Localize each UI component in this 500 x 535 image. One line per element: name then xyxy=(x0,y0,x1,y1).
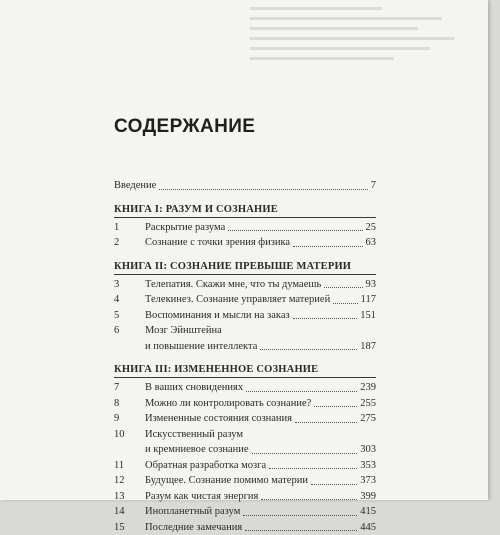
chapter-title: Разум как чистая энергия xyxy=(145,489,258,505)
toc-entry xyxy=(114,308,376,324)
leader-dots xyxy=(311,484,357,485)
toc-entry xyxy=(114,292,376,308)
leader-dots xyxy=(324,287,362,288)
leader-dots xyxy=(293,246,362,247)
chapter-number: 12 xyxy=(114,473,145,489)
chapter-title: Инопланетный разум xyxy=(145,504,240,520)
chapter-title: Последние замечания xyxy=(145,520,242,535)
chapter-page-number: 255 xyxy=(360,396,376,412)
chapter-title: Телепатия. Скажи мне, что ты думаешь xyxy=(145,277,321,293)
toc-entry-intro xyxy=(114,178,376,194)
page-title: СОДЕРЖАНИЕ xyxy=(114,116,255,138)
chapter-page-number: 151 xyxy=(360,308,376,324)
leader-dots xyxy=(333,303,357,304)
leader-dots xyxy=(261,499,357,500)
chapter-number: 2 xyxy=(114,235,145,251)
leader-dots xyxy=(246,391,357,392)
chapter-title: Обратная разработка мозга xyxy=(145,458,266,474)
chapter-title: В ваших сновидениях xyxy=(145,380,243,396)
toc-entry-first-line xyxy=(114,323,376,339)
toc-entry-first-line xyxy=(114,427,376,443)
chapter-title-line2: и повышение интеллекта xyxy=(145,339,257,355)
table-of-contents xyxy=(114,178,376,535)
chapter-number: 8 xyxy=(114,396,145,412)
chapter-page-number: 187 xyxy=(360,339,376,355)
chapter-page-number: 275 xyxy=(360,411,376,427)
leader-dots xyxy=(245,530,357,531)
chapter-number: 7 xyxy=(114,380,145,396)
leader-dots xyxy=(252,453,358,454)
chapter-page-number: 303 xyxy=(360,442,376,458)
leader-dots xyxy=(269,468,357,469)
chapter-page-number: 445 xyxy=(360,520,376,535)
toc-entry xyxy=(114,380,376,396)
leader-dots xyxy=(314,406,357,407)
chapter-title: Сознание с точки зрения физика xyxy=(145,235,290,251)
book-heading: КНИГА III: ИЗМЕНЕННОЕ СОЗНАНИЕ xyxy=(114,362,376,378)
toc-entry xyxy=(114,520,376,535)
chapter-number: 10 xyxy=(114,427,145,443)
show-through-text xyxy=(250,0,490,110)
chapter-title-line1: Искусственный разум xyxy=(145,427,243,443)
chapter-title: Измененные состояния сознания xyxy=(145,411,292,427)
chapter-page-number: 117 xyxy=(361,292,376,308)
chapter-title: Будущее. Сознание помимо материи xyxy=(145,473,308,489)
leader-dots xyxy=(243,515,357,516)
chapter-page-number: 239 xyxy=(360,380,376,396)
leader-dots xyxy=(295,422,357,423)
chapter-number: 3 xyxy=(114,277,145,293)
chapter-title: Можно ли контролировать сознание? xyxy=(145,396,311,412)
toc-entry xyxy=(114,442,376,458)
chapter-title: Раскрытие разума xyxy=(145,220,225,236)
chapter-number: 9 xyxy=(114,411,145,427)
leader-dots xyxy=(228,230,362,231)
toc-entry xyxy=(114,235,376,251)
chapter-page-number: 415 xyxy=(360,504,376,520)
book-heading: КНИГА II: СОЗНАНИЕ ПРЕВЫШЕ МАТЕРИИ xyxy=(114,259,376,275)
toc-entry xyxy=(114,473,376,489)
leader-dots xyxy=(293,318,358,319)
chapter-page-number: 93 xyxy=(366,277,377,293)
chapter-number: 4 xyxy=(114,292,145,308)
chapter-number: 14 xyxy=(114,504,145,520)
chapter-number: 11 xyxy=(114,458,145,474)
chapter-number: 1 xyxy=(114,220,145,236)
chapter-number: 13 xyxy=(114,489,145,505)
chapter-title: Телекинез. Сознание управляет материей xyxy=(145,292,330,308)
chapter-title-line2: и кремниевое сознание xyxy=(145,442,249,458)
intro-label: Введение xyxy=(114,178,156,194)
chapter-page-number: 399 xyxy=(360,489,376,505)
chapter-page-number: 25 xyxy=(366,220,377,236)
chapter-number: 5 xyxy=(114,308,145,324)
chapter-number: 15 xyxy=(114,520,145,535)
chapter-title-line1: Мозг Эйнштейна xyxy=(145,323,222,339)
toc-entry xyxy=(114,411,376,427)
toc-entry xyxy=(114,504,376,520)
chapter-page-number: 63 xyxy=(366,235,377,251)
chapter-page-number: 353 xyxy=(360,458,376,474)
toc-entry xyxy=(114,339,376,355)
toc-entry xyxy=(114,277,376,293)
chapter-number: 6 xyxy=(114,323,145,339)
toc-entry xyxy=(114,489,376,505)
leader-dots xyxy=(159,189,367,190)
toc-entry xyxy=(114,396,376,412)
chapter-page-number: 373 xyxy=(360,473,376,489)
toc-entry xyxy=(114,220,376,236)
toc-entry xyxy=(114,458,376,474)
chapter-title: Воспоминания и мысли на заказ xyxy=(145,308,290,324)
intro-page-number: 7 xyxy=(371,178,376,194)
leader-dots xyxy=(260,349,357,350)
book-heading: КНИГА I: РАЗУМ И СОЗНАНИЕ xyxy=(114,202,376,218)
